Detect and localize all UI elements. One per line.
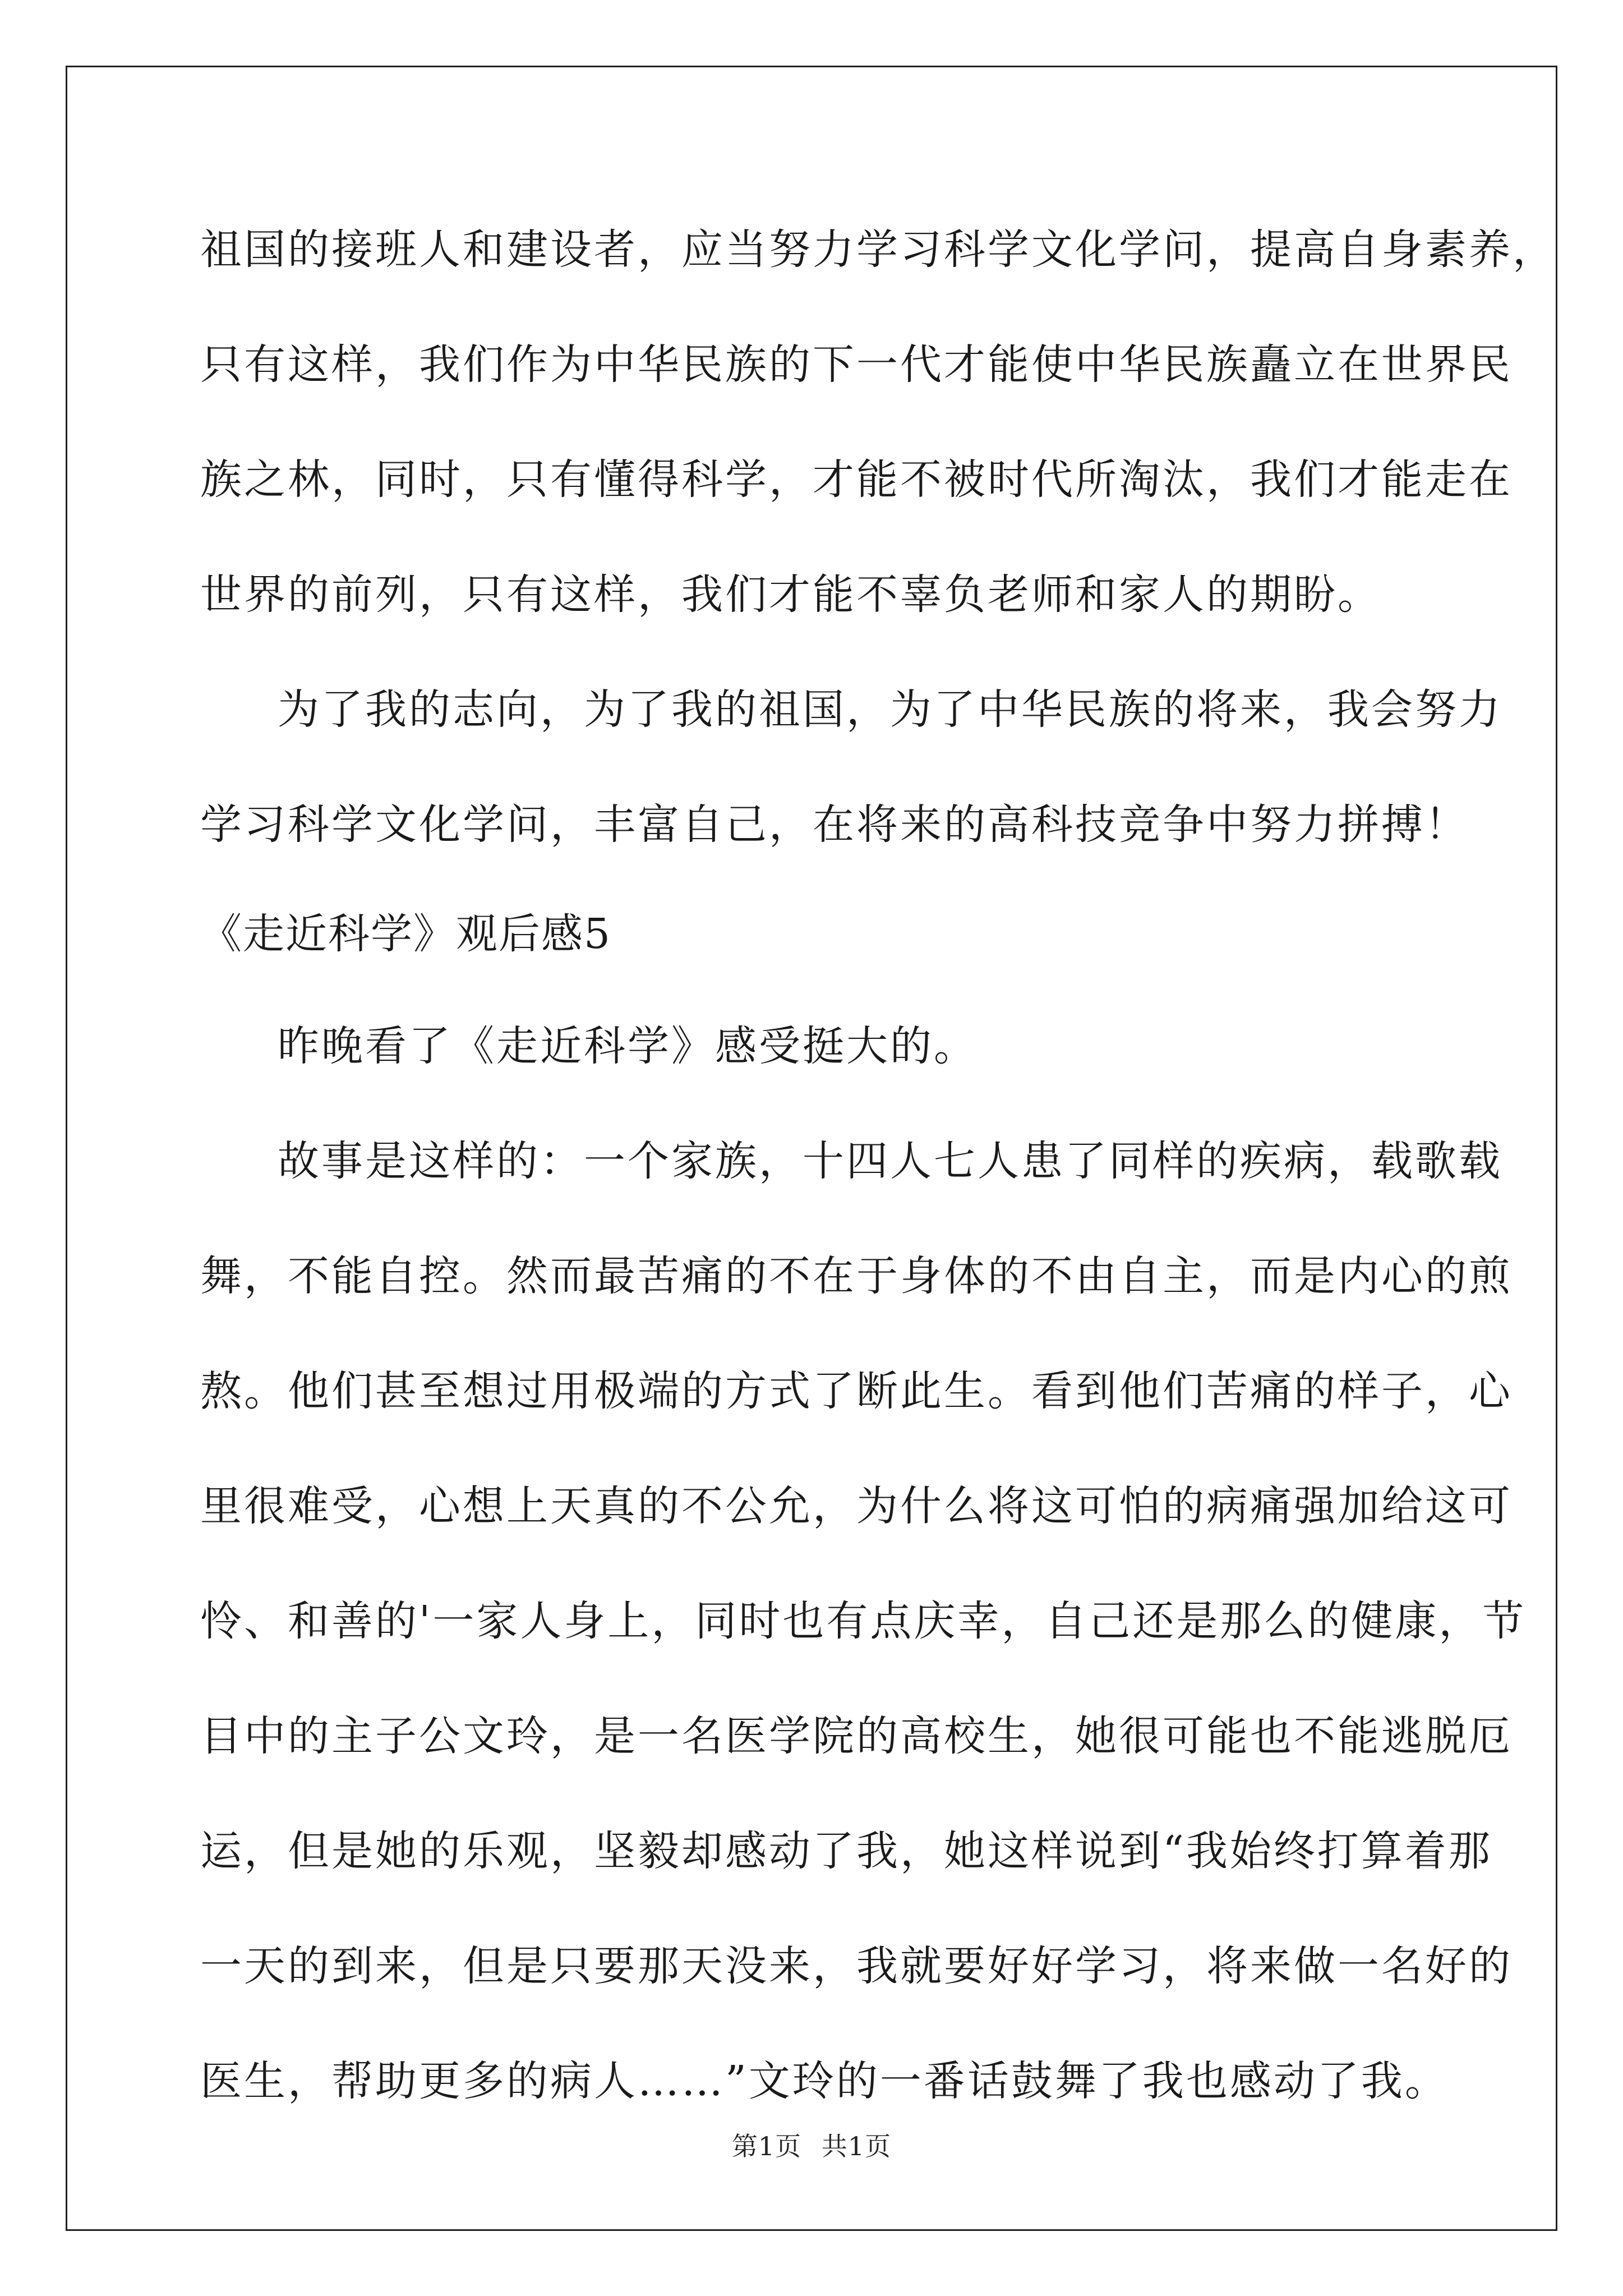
page-number-current: 第1页 (731, 2131, 802, 2161)
paragraph-line: 怜、和善的'一家人身上，同时也有点庆幸，自己还是那么的健康，节 (200, 1597, 1527, 1645)
paragraph-line: 目中的主子公文玲，是一名医学院的高校生，她很可能也不能逃脱厄 (200, 1712, 1513, 1760)
paragraph-line: 医生，帮助更多的病人……”文玲的一番话鼓舞了我也感动了我。 (200, 2057, 1449, 2105)
paragraph-line: 运，但是她的乐观，坚毅却感动了我，她这样说到“我始终打算着那 (200, 1827, 1492, 1875)
paragraph-line: 族之林，同时，只有懂得科学，才能不被时代所淘汰，我们才能走在 (200, 455, 1513, 504)
paragraph-line: 为了我的志向，为了我的祖国，为了中华民族的将来，我会努力 (278, 685, 1502, 734)
page-footer (0, 2126, 1623, 2163)
paragraph-line: 一天的到来，但是只要那天没来，我就要好好学习，将来做一名好的 (200, 1942, 1513, 1990)
page-number-total: 共1页 (821, 2131, 892, 2161)
paragraph-line: 里很难受，心想上天真的不公允，为什么将这可怕的病痛强加给这可 (200, 1482, 1513, 1530)
paragraph-line: 熬。他们甚至想过用极端的方式了断此生。看到他们苦痛的样子，心 (200, 1367, 1513, 1415)
paragraph-line: 祖国的接班人和建设者，应当努力学习科学文化学问，提高自身素养， (200, 226, 1556, 274)
paragraph-line: 只有这样，我们作为中华民族的下一代才能使中华民族矗立在世界民 (200, 341, 1513, 389)
paragraph-line: 舞，不能自控。然而最苦痛的不在于身体的不由自主，而是内心的煎 (200, 1252, 1513, 1300)
paragraph-line: 世界的前列，只有这样，我们才能不辜负老师和家人的期盼。 (200, 570, 1381, 619)
paragraph-line: 昨晚看了《走近科学》感受挺大的。 (278, 1022, 978, 1070)
paragraph-line: 故事是这样的：一个家族，十四人七人患了同样的疾病，载歌载 (278, 1137, 1502, 1185)
section-heading: 《走近科学》观后感5 (200, 910, 612, 958)
paragraph-line: 学习科学文化学问，丰富自己，在将来的高科技竞争中努力拼搏！ (200, 800, 1469, 849)
